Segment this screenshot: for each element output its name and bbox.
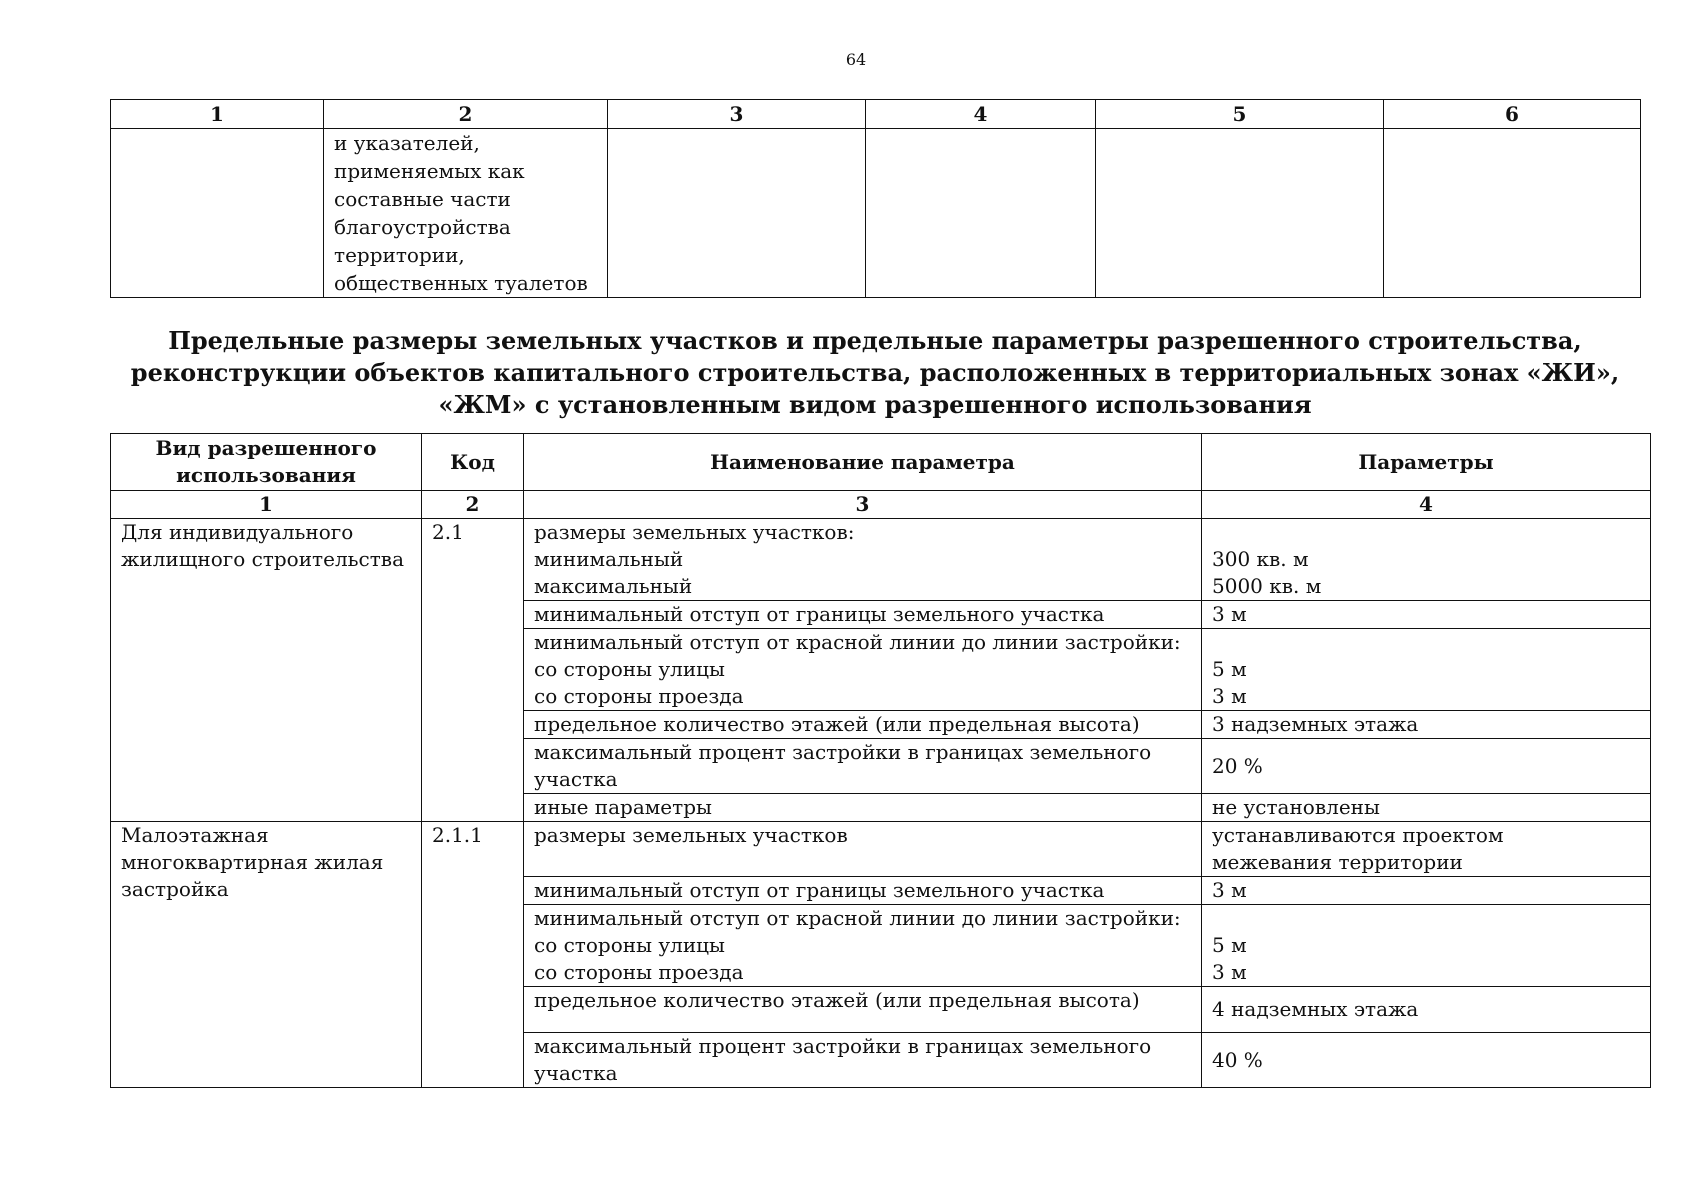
param-value-cell: 20 % (1202, 739, 1651, 794)
param-value-cell: 40 % (1202, 1033, 1651, 1088)
table-row (111, 822, 1651, 877)
use-type-cell: Для индивидуального жилищного строительства (111, 519, 422, 822)
param-value-cell: 3 м (1202, 877, 1651, 905)
param-value-cell: устанавливаются проектом межевания территории (1202, 822, 1651, 877)
param-name-cell: минимальный отступ от границы земельного участка (524, 877, 1202, 905)
param-name-cell: предельное количество этажей (или предельная высота) (524, 711, 1202, 739)
column-number: 3 (608, 100, 866, 129)
table-row (111, 129, 1641, 298)
param-name-cell: размеры земельных участков (524, 822, 1202, 877)
column-number-row: 1 2 3 4 (111, 491, 1651, 519)
param-name-cell: минимальный отступ от границы земельного участка (524, 601, 1202, 629)
table-row (111, 519, 1651, 601)
use-type-cell: Малоэтажная многоквартирная жилая застройка (111, 822, 422, 1088)
continuation-table (110, 99, 1641, 298)
parameters-table (110, 433, 1651, 1088)
column-number: 4 (866, 100, 1096, 129)
column-number: 6 (1384, 100, 1641, 129)
param-name-cell: максимальный процент застройки в границах земельного участка (524, 739, 1202, 794)
table-header-row (111, 434, 1651, 491)
header-params: Параметры (1202, 434, 1651, 491)
param-value-cell: 5 м 3 м (1202, 629, 1651, 711)
param-value-cell: 300 кв. м 5000 кв. м (1202, 519, 1651, 601)
param-name-cell: минимальный отступ от красной линии до линии застройки: со стороны улицы со стороны проезда (524, 629, 1202, 711)
param-value-cell: 4 надземных этажа (1202, 987, 1651, 1033)
param-value-cell: 3 м (1202, 601, 1651, 629)
param-name-cell: максимальный процент застройки в границах земельного участка (524, 1033, 1202, 1088)
param-name-cell: размеры земельных участков: минимальный максимальный (524, 519, 1202, 601)
page-number: 64 (845, 50, 867, 69)
column-number: 5 (1096, 100, 1384, 129)
code-cell: 2.1.1 (422, 822, 524, 1088)
param-value-cell: 5 м 3 м (1202, 905, 1651, 987)
param-name-cell: иные параметры (524, 794, 1202, 822)
continuation-text: и указателей, применяемых как составные части благоустройства территории, общественных туалетов (324, 129, 608, 298)
section-title: Предельные размеры земельных участков и предельные параметры разрешенного строительства, реконструкции объектов капитального строительства, расположенных в территориальных зонах «ЖИ», «ЖМ» с установленным видом разрешенного использования (130, 326, 1620, 419)
code-cell: 2.1 (422, 519, 524, 822)
header-param-name: Наименование параметра (524, 434, 1202, 491)
column-number-row (111, 100, 1641, 129)
param-name-cell: предельное количество этажей (или предельная высота) (524, 987, 1202, 1033)
param-value-cell: не установлены (1202, 794, 1651, 822)
param-name-cell: минимальный отступ от красной линии до линии застройки: со стороны улицы со стороны проезда (524, 905, 1202, 987)
column-number: 2 (324, 100, 608, 129)
header-use: Вид разрешенного использования (111, 434, 422, 491)
column-number: 1 (111, 100, 324, 129)
header-code: Код (422, 434, 524, 491)
param-value-cell: 3 надземных этажа (1202, 711, 1651, 739)
